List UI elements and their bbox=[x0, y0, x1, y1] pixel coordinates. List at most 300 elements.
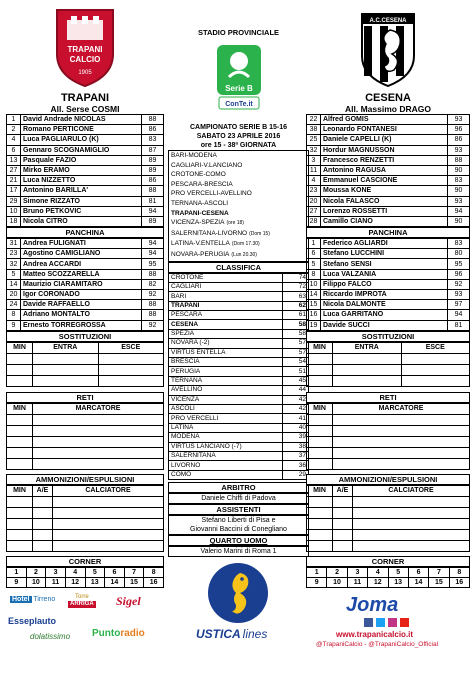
corner-cell: 2 bbox=[26, 567, 46, 577]
player-birth-year: 96 bbox=[448, 269, 470, 279]
away-bench-header: PANCHINA bbox=[306, 227, 470, 238]
min-header: MIN bbox=[7, 342, 33, 353]
fixture-note: (Lun 20.30) bbox=[231, 251, 257, 258]
player-birth-year: 80 bbox=[448, 249, 470, 259]
player-number: 16 bbox=[307, 310, 321, 320]
min-header: MIN bbox=[7, 485, 33, 496]
home-subs-table bbox=[6, 342, 164, 387]
player-birth-year: 83 bbox=[448, 239, 470, 249]
facebook-icon[interactable] bbox=[364, 618, 373, 627]
player-number: 5 bbox=[307, 259, 321, 269]
player-name: Emmanuel CASCIONE bbox=[321, 176, 448, 186]
standings-team: MODENA bbox=[169, 433, 283, 442]
player-name: Federico AGLIARDI bbox=[321, 239, 448, 249]
player-number: 32 bbox=[7, 259, 21, 269]
corner-cell: 16 bbox=[144, 577, 164, 587]
standings-row bbox=[169, 358, 309, 367]
standings-team: ASCOLI bbox=[169, 405, 283, 414]
standings-team: BRESCIA bbox=[169, 358, 283, 367]
player-row bbox=[307, 115, 470, 125]
standings-points: 42 bbox=[283, 405, 309, 414]
fixture-note: (ore 18) bbox=[226, 220, 244, 227]
corner-cell: 10 bbox=[26, 577, 46, 587]
player-row bbox=[7, 249, 164, 259]
player-name: David Andrade NICOLAS bbox=[21, 115, 142, 125]
serie-b-logo-icon bbox=[211, 43, 267, 111]
standings-row bbox=[169, 282, 309, 291]
player-name: Gennaro SCOGNAMIGLIO bbox=[21, 145, 142, 155]
standings-row bbox=[169, 301, 309, 310]
player-name: Pasquale FAZIO bbox=[21, 155, 142, 165]
standings-team: CAGLIARI bbox=[169, 282, 283, 291]
player-name: Nicola CITRO bbox=[21, 216, 142, 226]
esseplauto-logo: Esseplauto bbox=[8, 615, 57, 626]
home-bench-header: PANCHINA bbox=[6, 227, 164, 238]
player-name: Andrea FULIGNATI bbox=[21, 239, 142, 249]
marcatore-header: MARCATORE bbox=[333, 403, 470, 414]
fixture-teams: CROTONE-COMO bbox=[171, 171, 226, 179]
player-number: 20 bbox=[307, 196, 321, 206]
player-number: 1 bbox=[7, 115, 21, 125]
corner-cell: 10 bbox=[327, 577, 347, 587]
player-number: 6 bbox=[307, 249, 321, 259]
corner-cell: 3 bbox=[347, 567, 367, 577]
esce-header: ESCE bbox=[98, 342, 164, 353]
standings-team: NOVARA (-2) bbox=[169, 339, 283, 348]
fixture-item bbox=[171, 161, 306, 171]
player-number: 1 bbox=[307, 239, 321, 249]
player-birth-year: 88 bbox=[142, 186, 164, 196]
player-name: Igor CORONADO bbox=[21, 290, 142, 300]
player-number: 5 bbox=[7, 269, 21, 279]
standings-points: 62 bbox=[283, 301, 309, 310]
corner-row bbox=[307, 567, 470, 577]
punto-radio-logo bbox=[92, 628, 145, 639]
player-row bbox=[307, 239, 470, 249]
player-name: Moussa KONE bbox=[321, 186, 448, 196]
player-row bbox=[7, 216, 164, 226]
away-bench-table bbox=[306, 238, 470, 331]
standings-table bbox=[168, 273, 309, 481]
player-birth-year: 83 bbox=[142, 135, 164, 145]
away-column bbox=[306, 0, 470, 654]
player-birth-year: 94 bbox=[448, 206, 470, 216]
player-number: 25 bbox=[307, 135, 321, 145]
player-row bbox=[7, 115, 164, 125]
standings-row bbox=[169, 470, 309, 479]
referee-name: Daniele Chiffi di Padova bbox=[168, 493, 309, 504]
away-corner-header: CORNER bbox=[306, 556, 470, 567]
hotel-tirreno-logo bbox=[10, 596, 55, 603]
player-row bbox=[307, 310, 470, 320]
player-number: 31 bbox=[7, 239, 21, 249]
player-name: Riccardo IMPROTA bbox=[321, 290, 448, 300]
fixture-item bbox=[171, 229, 306, 240]
away-coach: All. Massimo DRAGO bbox=[345, 104, 431, 114]
player-number: 13 bbox=[7, 155, 21, 165]
standings-points: 42 bbox=[283, 395, 309, 404]
corner-cell: 5 bbox=[85, 567, 105, 577]
twitter-icon[interactable] bbox=[376, 618, 385, 627]
player-number: 11 bbox=[307, 165, 321, 175]
home-goals-header: RETI bbox=[6, 392, 164, 403]
player-birth-year: 94 bbox=[448, 310, 470, 320]
player-birth-year: 95 bbox=[448, 259, 470, 269]
corner-cell: 2 bbox=[327, 567, 347, 577]
corner-cell: 11 bbox=[46, 577, 66, 587]
match-time-round: ore 15 - 38ª GIORNATA bbox=[200, 142, 277, 149]
hotel-label: Hotel bbox=[12, 595, 30, 603]
standings-points: 36 bbox=[283, 461, 309, 470]
player-row bbox=[307, 216, 470, 226]
player-birth-year: 90 bbox=[448, 165, 470, 175]
player-name: Francesco RENZETTI bbox=[321, 155, 448, 165]
fixture-item bbox=[171, 209, 306, 219]
player-birth-year: 86 bbox=[448, 135, 470, 145]
player-birth-year: 88 bbox=[448, 155, 470, 165]
player-row bbox=[7, 135, 164, 145]
player-birth-year: 89 bbox=[142, 165, 164, 175]
ustica-lines-logo bbox=[168, 557, 309, 649]
entra-header: ENTRA bbox=[333, 342, 402, 353]
center-column bbox=[168, 0, 309, 649]
svg-text:ConTe.it: ConTe.it bbox=[224, 101, 253, 108]
player-row bbox=[307, 269, 470, 279]
torre-arriga-logo bbox=[68, 594, 96, 608]
standings-row bbox=[169, 367, 309, 376]
player-name: Luca GARRITANO bbox=[321, 310, 448, 320]
fixture-teams: NOVARA-PERUGIA bbox=[171, 250, 230, 258]
corner-cell: 6 bbox=[408, 567, 428, 577]
away-starters-table bbox=[306, 114, 470, 227]
player-birth-year: 93 bbox=[448, 290, 470, 300]
standings-team: PESCARA bbox=[169, 311, 283, 320]
player-number: 14 bbox=[307, 290, 321, 300]
home-corner-header: CORNER bbox=[6, 556, 164, 567]
corner-row bbox=[307, 577, 470, 587]
min-header: MIN bbox=[307, 342, 333, 353]
player-birth-year: 92 bbox=[142, 320, 164, 330]
player-number: 8 bbox=[307, 269, 321, 279]
player-birth-year: 93 bbox=[448, 115, 470, 125]
website-link[interactable]: www.trapanicalcio.it bbox=[336, 629, 414, 639]
away-cards-header: AMMONIZIONI/ESPULSIONI bbox=[306, 474, 470, 485]
player-name: Luca PAGLIARULO (K) bbox=[21, 135, 142, 145]
player-row bbox=[7, 290, 164, 300]
player-birth-year: 94 bbox=[142, 239, 164, 249]
fixture-note: (Dom 17.30) bbox=[231, 241, 260, 248]
player-row bbox=[7, 125, 164, 135]
fourth-official-name: Valerio Marini di Roma 1 bbox=[168, 546, 309, 557]
fixture-teams: CAGLIARI-V.LANCIANO bbox=[171, 161, 243, 169]
fixture-teams: LATINA-V.ENTELLA bbox=[171, 240, 230, 248]
standings-row bbox=[169, 386, 309, 395]
player-row bbox=[7, 320, 164, 330]
assistant-2: Giovanni Baccini di Conegliano bbox=[190, 526, 287, 534]
serie-b-logo-area bbox=[168, 37, 309, 117]
player-row bbox=[7, 259, 164, 269]
player-number: 18 bbox=[7, 216, 21, 226]
player-number: 22 bbox=[307, 115, 321, 125]
player-row bbox=[7, 176, 164, 186]
standings-points: 40 bbox=[283, 423, 309, 432]
player-birth-year: 93 bbox=[448, 145, 470, 155]
player-number: 10 bbox=[307, 279, 321, 289]
standings-points: 58 bbox=[283, 320, 309, 329]
calciatore-header: CALCIATORE bbox=[353, 485, 470, 496]
player-row bbox=[307, 165, 470, 175]
fixture-item bbox=[171, 199, 306, 209]
player-row bbox=[307, 290, 470, 300]
player-name: Camillo CIANO bbox=[321, 216, 448, 226]
player-name: Mirko ERAMO bbox=[21, 165, 142, 175]
youtube-icon[interactable] bbox=[400, 618, 409, 627]
corner-cell: 13 bbox=[85, 577, 105, 587]
player-name: Antonino RAGUSA bbox=[321, 165, 448, 175]
ustica-lines-wordmark bbox=[196, 627, 267, 641]
standings-row bbox=[169, 442, 309, 451]
player-row bbox=[307, 320, 470, 330]
player-name: Bruno PETKOVIC bbox=[21, 206, 142, 216]
entra-header: ENTRA bbox=[33, 342, 99, 353]
fixture-note: (Dom 15) bbox=[249, 230, 270, 237]
corner-cell: 15 bbox=[124, 577, 144, 587]
player-birth-year: 97 bbox=[448, 300, 470, 310]
standings-points: 58 bbox=[283, 329, 309, 338]
corner-cell: 5 bbox=[388, 567, 408, 577]
player-number: 14 bbox=[7, 279, 21, 289]
trapani-shield-icon bbox=[53, 4, 117, 88]
instagram-icon[interactable] bbox=[388, 618, 397, 627]
away-goals-header: RETI bbox=[306, 392, 470, 403]
fixture-item bbox=[171, 218, 306, 229]
player-name: Simone RIZZATO bbox=[21, 196, 142, 206]
player-name: Hordur MAGNUSSON bbox=[321, 145, 448, 155]
player-name: Alfred GOMIS bbox=[321, 115, 448, 125]
player-number: 8 bbox=[7, 310, 21, 320]
assistants-list bbox=[168, 515, 309, 535]
home-bench-table bbox=[6, 238, 164, 331]
standings-points: 38 bbox=[283, 442, 309, 451]
lines-label: lines bbox=[242, 627, 268, 642]
away-team-name: CESENA bbox=[365, 92, 411, 104]
standings-row bbox=[169, 320, 309, 329]
player-birth-year: 81 bbox=[448, 320, 470, 330]
home-goals-table bbox=[6, 403, 164, 470]
player-row bbox=[7, 300, 164, 310]
corner-cell: 3 bbox=[46, 567, 66, 577]
player-name: Lorenzo ROSSETTI bbox=[321, 206, 448, 216]
home-cards-header: AMMONIZIONI/ESPULSIONI bbox=[6, 474, 164, 485]
player-number: 17 bbox=[7, 186, 21, 196]
standings-points: 63 bbox=[283, 292, 309, 301]
player-row bbox=[307, 135, 470, 145]
fixture-teams: BARI-MODENA bbox=[171, 152, 217, 159]
ae-header: A/E bbox=[333, 485, 353, 496]
player-name: Maurizio CIARAMITARO bbox=[21, 279, 142, 289]
player-name: Stefano SENSI bbox=[321, 259, 448, 269]
player-birth-year: 96 bbox=[448, 125, 470, 135]
championship-title: CAMPIONATO SERIE B 15-16 bbox=[190, 124, 287, 131]
punto-label: Punto bbox=[92, 627, 121, 639]
player-number: 27 bbox=[307, 206, 321, 216]
standings-points: 57 bbox=[283, 348, 309, 357]
hotel-name: Tirreno bbox=[33, 595, 56, 603]
player-row bbox=[7, 186, 164, 196]
player-row bbox=[307, 155, 470, 165]
home-corner-table bbox=[6, 567, 164, 588]
player-name: Daniele CAPELLI (K) bbox=[321, 135, 448, 145]
stadium-name: STADIO PROVINCIALE bbox=[197, 28, 280, 37]
standings-row bbox=[169, 311, 309, 320]
player-row bbox=[7, 145, 164, 155]
player-row bbox=[307, 300, 470, 310]
player-number: 21 bbox=[7, 176, 21, 186]
away-subs-header: SOSTITUZIONI bbox=[306, 331, 470, 342]
corner-cell: 4 bbox=[65, 567, 85, 577]
player-birth-year: 92 bbox=[448, 279, 470, 289]
player-name: Luca VALZANIA bbox=[321, 269, 448, 279]
min-header: MIN bbox=[307, 403, 333, 414]
standings-row bbox=[169, 292, 309, 301]
standings-team: SALERNITANA bbox=[169, 451, 283, 460]
player-number: 4 bbox=[307, 176, 321, 186]
player-number: 6 bbox=[7, 145, 21, 155]
svg-text:CALCIO: CALCIO bbox=[69, 55, 101, 64]
social-handles: @TrapaniCalcio - @TrapaniCalcio_Official bbox=[316, 640, 439, 648]
player-row bbox=[7, 165, 164, 175]
player-birth-year: 86 bbox=[142, 176, 164, 186]
fixture-teams: PRO VERCELLI-AVELLINO bbox=[171, 190, 252, 198]
player-name: Davide RAFFAELLO bbox=[21, 300, 142, 310]
corner-row bbox=[7, 567, 164, 577]
away-subs-table bbox=[306, 342, 470, 387]
standings-points: 54 bbox=[283, 358, 309, 367]
standings-points: 37 bbox=[283, 451, 309, 460]
player-birth-year: 83 bbox=[448, 176, 470, 186]
standings-row bbox=[169, 395, 309, 404]
player-number: 27 bbox=[7, 165, 21, 175]
marcatore-header: MARCATORE bbox=[33, 403, 164, 414]
player-name: Nicola DALMONTE bbox=[321, 300, 448, 310]
player-row bbox=[7, 155, 164, 165]
fixture-item bbox=[171, 239, 306, 250]
player-row bbox=[307, 279, 470, 289]
arriga-label: ARRIGA bbox=[70, 600, 94, 607]
standings-points: 72 bbox=[283, 282, 309, 291]
fixture-item bbox=[171, 180, 306, 190]
min-header: MIN bbox=[7, 403, 33, 414]
standings-row bbox=[169, 423, 309, 432]
player-row bbox=[7, 279, 164, 289]
corner-cell: 9 bbox=[307, 577, 327, 587]
left-sponsors bbox=[6, 594, 164, 654]
standings-row bbox=[169, 348, 309, 357]
player-row bbox=[307, 186, 470, 196]
match-date: SABATO 23 APRILE 2016 bbox=[196, 133, 281, 140]
away-cards-table bbox=[306, 485, 470, 552]
home-column bbox=[6, 0, 164, 654]
standings-team: PRO VERCELLI bbox=[169, 414, 283, 423]
standings-row bbox=[169, 273, 309, 282]
corner-cell: 12 bbox=[65, 577, 85, 587]
svg-text:Serie B: Serie B bbox=[224, 84, 253, 93]
classifica-header: CLASSIFICA bbox=[168, 262, 309, 273]
corner-cell: 6 bbox=[105, 567, 125, 577]
player-row bbox=[7, 269, 164, 279]
seahorse-icon bbox=[206, 561, 270, 625]
corner-cell: 14 bbox=[408, 577, 428, 587]
assistants-header: ASSISTENTI bbox=[168, 504, 309, 515]
player-number: 28 bbox=[307, 216, 321, 226]
player-number: 9 bbox=[7, 320, 21, 330]
player-row bbox=[7, 310, 164, 320]
standings-points: 29 bbox=[283, 470, 309, 479]
standings-team: CESENA bbox=[169, 320, 283, 329]
dolatissimo-logo: dolatissimo bbox=[30, 631, 71, 641]
corner-cell: 7 bbox=[124, 567, 144, 577]
away-logo-area bbox=[306, 0, 470, 92]
corner-cell: 14 bbox=[105, 577, 125, 587]
away-goals-table bbox=[306, 403, 470, 470]
player-name: Luca NIZZETTO bbox=[21, 176, 142, 186]
calciatore-header: CALCIATORE bbox=[53, 485, 164, 496]
standings-points: 45 bbox=[283, 376, 309, 385]
player-row bbox=[7, 196, 164, 206]
player-name: Agostino CAMIGLIANO bbox=[21, 249, 142, 259]
fixture-teams: VICENZA-SPEZIA bbox=[171, 219, 225, 227]
player-number: 29 bbox=[7, 196, 21, 206]
svg-text:A.C.CESENA: A.C.CESENA bbox=[369, 18, 407, 24]
standings-row bbox=[169, 433, 309, 442]
player-birth-year: 88 bbox=[142, 310, 164, 320]
standings-points: 57 bbox=[283, 339, 309, 348]
fixture-item bbox=[171, 250, 306, 261]
player-birth-year: 94 bbox=[142, 249, 164, 259]
standings-points: 41 bbox=[283, 414, 309, 423]
player-birth-year: 88 bbox=[142, 115, 164, 125]
player-birth-year: 93 bbox=[448, 196, 470, 206]
player-birth-year: 90 bbox=[448, 216, 470, 226]
player-name: Andrea ACCARDI bbox=[21, 259, 142, 269]
standings-team: PERUGIA bbox=[169, 367, 283, 376]
corner-cell: 4 bbox=[368, 567, 388, 577]
torre-label: Torre bbox=[75, 593, 89, 600]
player-birth-year: 82 bbox=[142, 279, 164, 289]
standings-team: VIRTUS LANCIANO (-7) bbox=[169, 442, 283, 451]
player-number: 19 bbox=[307, 320, 321, 330]
ae-header: A/E bbox=[33, 485, 53, 496]
corner-cell: 12 bbox=[368, 577, 388, 587]
standings-row bbox=[169, 376, 309, 385]
home-cards-table bbox=[6, 485, 164, 552]
standings-row bbox=[169, 461, 309, 470]
standings-points: 51 bbox=[283, 367, 309, 376]
player-number: 10 bbox=[7, 206, 21, 216]
assistant-1: Stefano Liberti di Pisa e bbox=[201, 517, 276, 525]
corner-cell: 15 bbox=[429, 577, 449, 587]
corner-cell: 1 bbox=[7, 567, 27, 577]
player-birth-year: 90 bbox=[448, 186, 470, 196]
player-birth-year: 88 bbox=[142, 300, 164, 310]
standings-team: TERNANA bbox=[169, 376, 283, 385]
corner-cell: 1 bbox=[307, 567, 327, 577]
player-row bbox=[7, 239, 164, 249]
standings-team: COMO bbox=[169, 470, 283, 479]
player-row bbox=[307, 206, 470, 216]
right-sponsors bbox=[306, 594, 470, 654]
standings-team: CROTONE bbox=[169, 273, 283, 282]
